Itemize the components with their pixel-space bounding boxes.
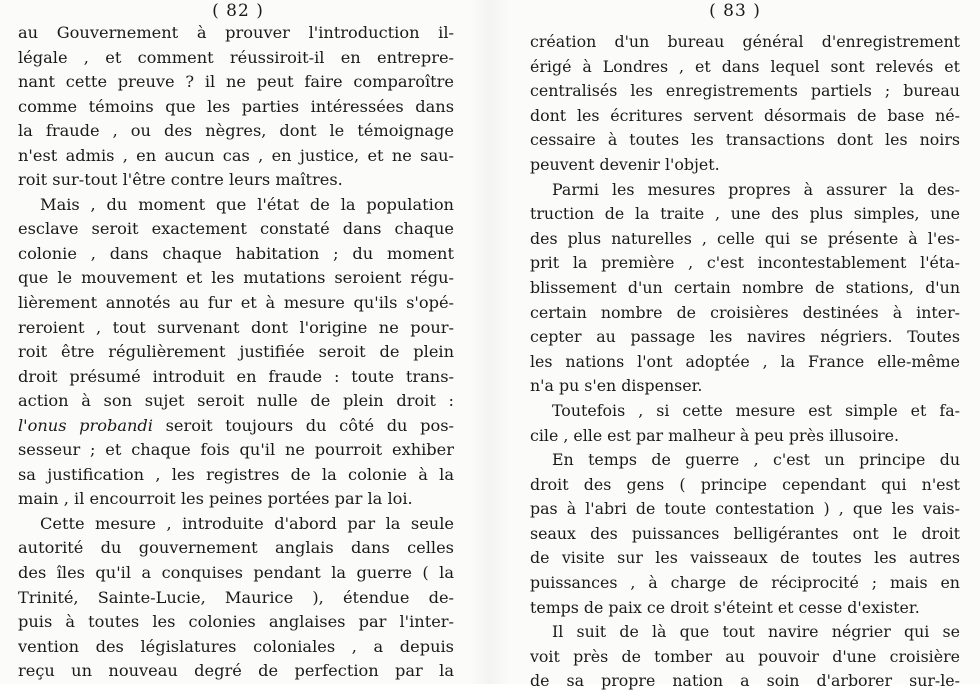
left-page — [18, 0, 454, 684]
text-line: pas à l'abri de toute contestation ) , que les vais- — [530, 499, 960, 519]
text-line: puis à toutes les colonies anglaises par l'inter- — [18, 612, 454, 632]
text-line: main , il encourroit les peines portées par la loi. — [18, 489, 413, 509]
text-line: roit être régulièrement justifiée seroit de plein — [18, 342, 454, 362]
text-line: droit présumé introduit en fraude : toute trans- — [18, 366, 454, 386]
text-line: nant cette preuve ? il ne peut faire comparoître — [18, 72, 454, 92]
text-line: truction de la traite , une des plus simples, une — [530, 204, 960, 224]
text-line: colonie , dans chaque habitation ; du moment — [18, 243, 454, 263]
right-page — [530, 0, 960, 691]
text-line: que le mouvement et les mutations seroient régu- — [18, 268, 454, 288]
italic-phrase: l'onus probandi — [18, 415, 153, 435]
text-line: cessaire à toutes les transactions dont les noirs — [530, 130, 960, 150]
text-line: Il suit de là que tout navire négrier qui se — [552, 622, 960, 642]
text-line: cepter au passage les navires négriers. Toutes — [530, 327, 960, 347]
text-line: sesseur ; et chaque fois qu'il ne pourroit exhiber — [18, 440, 454, 460]
text-line: Parmi les mesures propres à assurer la des- — [552, 179, 960, 199]
text-line: légale , et comment réussiroit-il en entrepre- — [18, 47, 454, 67]
text-line: Cette mesure , introduite d'abord par la seule — [40, 513, 454, 533]
text-line: autorité du gouvernement anglais dans celles — [18, 538, 454, 558]
text-line: puissances , à charge de réciprocité ; mais en — [530, 573, 960, 593]
text-line: esclave seroit exactement constaté dans chaque — [18, 219, 454, 239]
left-page-number: ( 82 ) — [212, 1, 264, 21]
text-line: peuvent devenir l'objet. — [530, 154, 720, 174]
text-line: les nations l'ont adoptée , la France elle-même — [530, 351, 960, 371]
text-line: Mais , du moment que l'état de la population — [40, 194, 454, 214]
text-line: érigé à Londres , et dans lequel sont relevés et — [530, 56, 960, 76]
right-page-number: ( 83 ) — [709, 1, 761, 21]
text-line: n'a pu s'en dispenser. — [530, 376, 703, 396]
text-line: lièrement annotés au fur et à mesure qu'ils s'opé- — [18, 293, 454, 313]
text-line: reçu un nouveau degré de perfection par la — [18, 661, 454, 681]
text-line: roit sur-tout l'être contre leurs maîtres. — [18, 170, 343, 190]
text-line: de visite sur les vaisseaux de toutes les autres — [530, 548, 960, 568]
text-line-with-italic — [18, 414, 454, 439]
text-line: dont les écritures servent désormais de base né- — [530, 105, 960, 125]
text-line: création d'un bureau général d'enregistrement — [530, 32, 960, 51]
text-line: prit la première , c'est incontestablement l'éta- — [530, 253, 960, 273]
text-line: Trinité, Sainte-Lucie, Maurice ), étendue de- — [18, 587, 454, 607]
text-line: n'est admis , en aucun cas , en justice, et ne sau- — [18, 145, 454, 165]
text-line: blissement d'un certain nombre de stations, d'un — [530, 277, 960, 297]
text-line: Toutefois , si cette mesure est simple et fa- — [552, 400, 960, 420]
text-line-rest: seroit toujours du côté du pos- — [165, 415, 454, 435]
text-line: sa justification , les registres de la colonie à la — [18, 464, 454, 484]
text-line: reroient , tout survenant dont l'origine ne pour- — [18, 317, 454, 337]
text-line: vention des législatures coloniales , a depuis — [18, 636, 454, 656]
text-line: En temps de guerre , c'est un principe du — [552, 450, 960, 470]
text-line: action à son sujet seroit nulle de plein droit : — [18, 391, 454, 411]
text-line: cile , elle est par malheur à peu près illusoire. — [530, 425, 899, 445]
text-line: certain nombre de croisières destinées à inter- — [530, 302, 960, 322]
book-gutter — [470, 0, 510, 684]
text-line: des plus naturelles , celle qui se présente à l'es- — [530, 228, 960, 248]
text-line: des îles qu'il a conquises pendant la guerre ( la — [18, 563, 454, 583]
text-line: comme témoins que les parties intéressées dans — [18, 96, 454, 116]
text-line: au Gouvernement à prouver l'introduction il- — [18, 23, 454, 42]
text-line: voit près de tomber au pouvoir d'une croisière — [530, 646, 960, 666]
text-line: de sa propre nation a soin d'arborer sur-le- — [530, 671, 960, 691]
right-page-text — [530, 30, 960, 694]
left-page-text — [18, 21, 454, 684]
text-line: droit des gens ( principe cependant qui n'est — [530, 474, 960, 494]
text-line: la fraude , ou des nègres, dont le témoignage — [18, 121, 454, 141]
text-line: temps de paix ce droit s'éteint et cesse d'exister. — [530, 597, 920, 617]
text-line: centralisés les enregistrements partiels ; bureau — [530, 81, 960, 101]
text-line: seaux des puissances belligérantes ont le droit — [530, 523, 960, 543]
